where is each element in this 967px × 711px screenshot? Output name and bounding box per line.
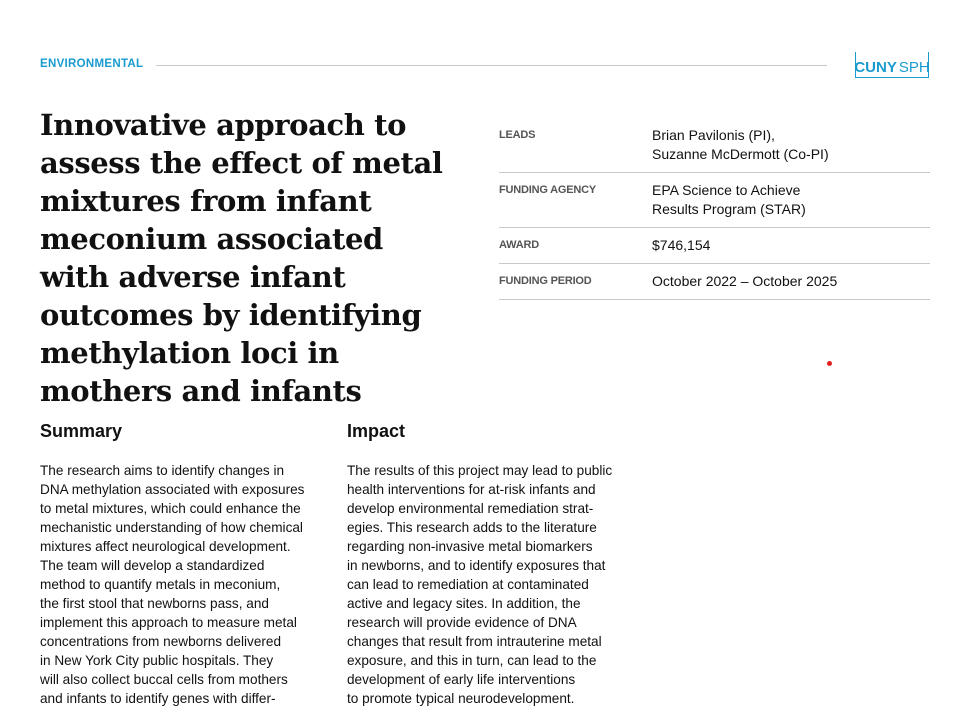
page-title: Innovative approach to assess the effect of metal mixtures from infant meconium associated with adverse infant outcomes by identifying methylation loci in mothers and infants xyxy=(40,108,443,408)
red-dot-marker xyxy=(827,361,832,366)
meta-value: $746,154 xyxy=(652,237,711,253)
meta-row-award xyxy=(499,228,930,264)
meta-key: LEADS xyxy=(499,129,536,141)
logo-secondary: SPH xyxy=(898,59,930,76)
category-label: ENVIRONMENTAL xyxy=(40,58,144,70)
meta-row-funding-period xyxy=(499,264,930,300)
impact-heading: Impact xyxy=(347,421,406,441)
meta-value: EPA Science to Achieve Results Program (STAR) xyxy=(652,182,806,217)
project-meta-table xyxy=(499,118,930,300)
meta-key: FUNDING PERIOD xyxy=(499,275,592,287)
meta-key: FUNDING AGENCY xyxy=(499,184,597,196)
cuny-sph-logo xyxy=(855,52,929,78)
meta-value: Brian Pavilonis (PI), Suzanne McDermott (Co-PI) xyxy=(652,127,829,162)
meta-row-funding-agency xyxy=(499,173,930,228)
header-divider xyxy=(156,65,827,66)
summary-text: The research aims to identify changes in DNA methylation associated with exposures to metal mixtures, which could enhance the mechanistic understanding of how chemical mixtures affect neurological development. The team will develop a standardized method to quantify metals in meconium, the first stool that newborns pass, and implement this approach to measure metal concentrations from newborns delivered in New York City public hospitals. They will also collect buccal cells from mothers and infants to identify genes with differ- xyxy=(40,463,305,706)
impact-text: The results of this project may lead to public health interventions for at-risk infants and develop environmental remediation strat- egies. This research adds to the literature regarding non-invasive metal biomarkers in newborns, and to identify exposures that can lead to remediation at contaminated active and legacy sites. In addition, the research will provide evidence of DNA changes that result from intrauterine metal exposure, and this in turn, can lead to the development of early life interventions to promote typical neurodevelopment. xyxy=(347,463,613,706)
meta-key: AWARD xyxy=(499,239,539,251)
meta-row-leads xyxy=(499,118,930,173)
summary-heading: Summary xyxy=(40,421,123,441)
meta-value: October 2022 – October 2025 xyxy=(652,273,838,289)
logo-primary: CUNY xyxy=(854,59,897,76)
